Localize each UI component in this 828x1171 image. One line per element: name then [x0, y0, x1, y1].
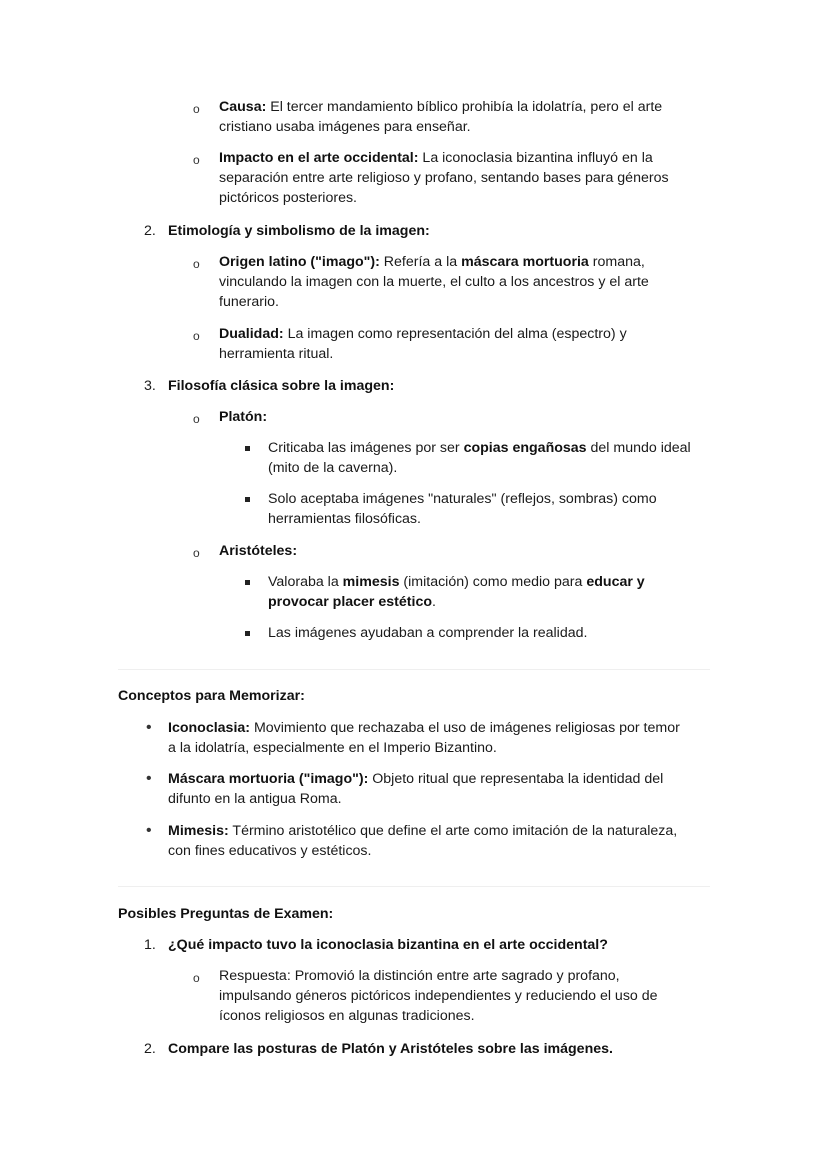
list-item-impacto — [219, 148, 669, 208]
item-emphasis: máscara mortuoria — [461, 254, 589, 270]
item-label: Impacto en el arte occidental: — [219, 150, 419, 166]
item-text: Valoraba la — [268, 574, 343, 590]
item-text: La iconoclasia bizantina influyó en la — [418, 150, 653, 166]
item-text: pictóricos posteriores. — [219, 190, 357, 206]
subsection-aristoteles: Aristóteles: — [219, 543, 298, 559]
heading-preguntas: Posibles Preguntas de Examen: — [118, 906, 334, 922]
list-item-platon-2 — [268, 489, 657, 529]
item-text: vinculando la imagen con la muerte, el culto a los ancestros y el arte — [219, 274, 649, 290]
circle-bullet-icon: o — [193, 102, 200, 116]
square-bullet-icon — [245, 580, 250, 585]
item-text: a la idolatría, especialmente en el Imperio Bizantino. — [168, 740, 497, 756]
item-label: Origen latino ("imago"): — [219, 254, 380, 270]
item-label: Dualidad: — [219, 326, 284, 342]
disc-bullet-icon: • — [146, 770, 152, 787]
item-text: funerario. — [219, 294, 279, 310]
item-emphasis: provocar placer estético — [268, 594, 433, 610]
item-text: Criticaba las imágenes por ser — [268, 440, 464, 456]
circle-bullet-icon: o — [193, 971, 200, 985]
disc-bullet-icon: • — [146, 719, 152, 736]
item-text: con fines educativos y estéticos. — [168, 843, 372, 859]
item-text: (mito de la caverna). — [268, 460, 398, 476]
item-text: Término aristotélico que define el arte como imitación de la naturaleza, — [228, 823, 678, 839]
square-bullet-icon — [245, 446, 250, 451]
item-text: . — [432, 594, 436, 610]
item-text: Solo aceptaba imágenes "naturales" (reflejos, sombras) como — [268, 491, 657, 507]
item-label: Máscara mortuoria ("imago"): — [168, 771, 369, 787]
item-text: Refería a la — [379, 254, 462, 270]
circle-bullet-icon: o — [193, 329, 200, 343]
list-item-causa — [219, 97, 662, 137]
square-bullet-icon — [245, 631, 250, 636]
item-text: íconos religiosos en algunas tradiciones. — [219, 1008, 475, 1024]
circle-bullet-icon: o — [193, 412, 200, 426]
item-text: (imitación) como medio para — [399, 574, 587, 590]
heading-conceptos: Conceptos para Memorizar: — [118, 688, 305, 704]
question-1: ¿Qué impacto tuvo la iconoclasia bizantina en el arte occidental? — [168, 937, 608, 953]
disc-bullet-icon: • — [146, 822, 152, 839]
item-text: impulsando géneros pictóricos independientes y reduciendo el uso de — [219, 988, 658, 1004]
list-item-origen-latino — [219, 252, 649, 312]
item-text: del mundo ideal — [586, 440, 691, 456]
square-bullet-icon — [245, 497, 250, 502]
item-text: Movimiento que rechazaba el uso de imágenes religiosas por temor — [250, 720, 680, 736]
list-number: 2. — [144, 1041, 156, 1057]
circle-bullet-icon: o — [193, 546, 200, 560]
list-item-dualidad — [219, 324, 627, 364]
concept-iconoclasia — [168, 718, 680, 758]
concept-mascara-mortuoria — [168, 769, 663, 809]
concept-mimesis — [168, 821, 677, 861]
divider — [118, 669, 710, 670]
list-number: 2. — [144, 223, 156, 239]
item-text: herramienta ritual. — [219, 346, 334, 362]
divider — [118, 886, 710, 887]
list-item-aristoteles-1 — [268, 572, 645, 612]
item-emphasis: mimesis — [342, 574, 400, 590]
section-title-filosofia: Filosofía clásica sobre la imagen: — [168, 378, 395, 394]
item-label: Iconoclasia: — [168, 720, 251, 736]
item-text: Objeto ritual que representaba la identidad del — [368, 771, 664, 787]
answer-1 — [219, 966, 658, 1026]
list-item-aristoteles-2 — [268, 623, 587, 643]
question-2: Compare las posturas de Platón y Aristóteles sobre las imágenes. — [168, 1041, 613, 1057]
item-text: Respuesta: Promovió la distinción entre arte sagrado y profano, — [219, 968, 620, 984]
section-title-etimologia: Etimología y simbolismo de la imagen: — [168, 223, 430, 239]
list-number: 3. — [144, 378, 156, 394]
item-text: romana, — [588, 254, 645, 270]
list-number: 1. — [144, 937, 156, 953]
item-text: La imagen como representación del alma (espectro) y — [283, 326, 627, 342]
list-item-platon-1 — [268, 438, 691, 478]
item-label: Mimesis: — [168, 823, 229, 839]
item-text: cristiano usaba imágenes para enseñar. — [219, 119, 471, 135]
circle-bullet-icon: o — [193, 153, 200, 167]
item-text: El tercer mandamiento bíblico prohibía la idolatría, pero el arte — [266, 99, 663, 115]
item-text: separación entre arte religioso y profano, sentando bases para géneros — [219, 170, 669, 186]
subsection-platon: Platón: — [219, 409, 268, 425]
item-text: difunto en la antigua Roma. — [168, 791, 342, 807]
item-text: herramientas filosóficas. — [268, 511, 421, 527]
item-label: Causa: — [219, 99, 267, 115]
item-emphasis: educar y — [586, 574, 645, 590]
item-text: Las imágenes ayudaban a comprender la realidad. — [268, 625, 588, 641]
item-emphasis: copias engañosas — [463, 440, 587, 456]
circle-bullet-icon: o — [193, 257, 200, 271]
